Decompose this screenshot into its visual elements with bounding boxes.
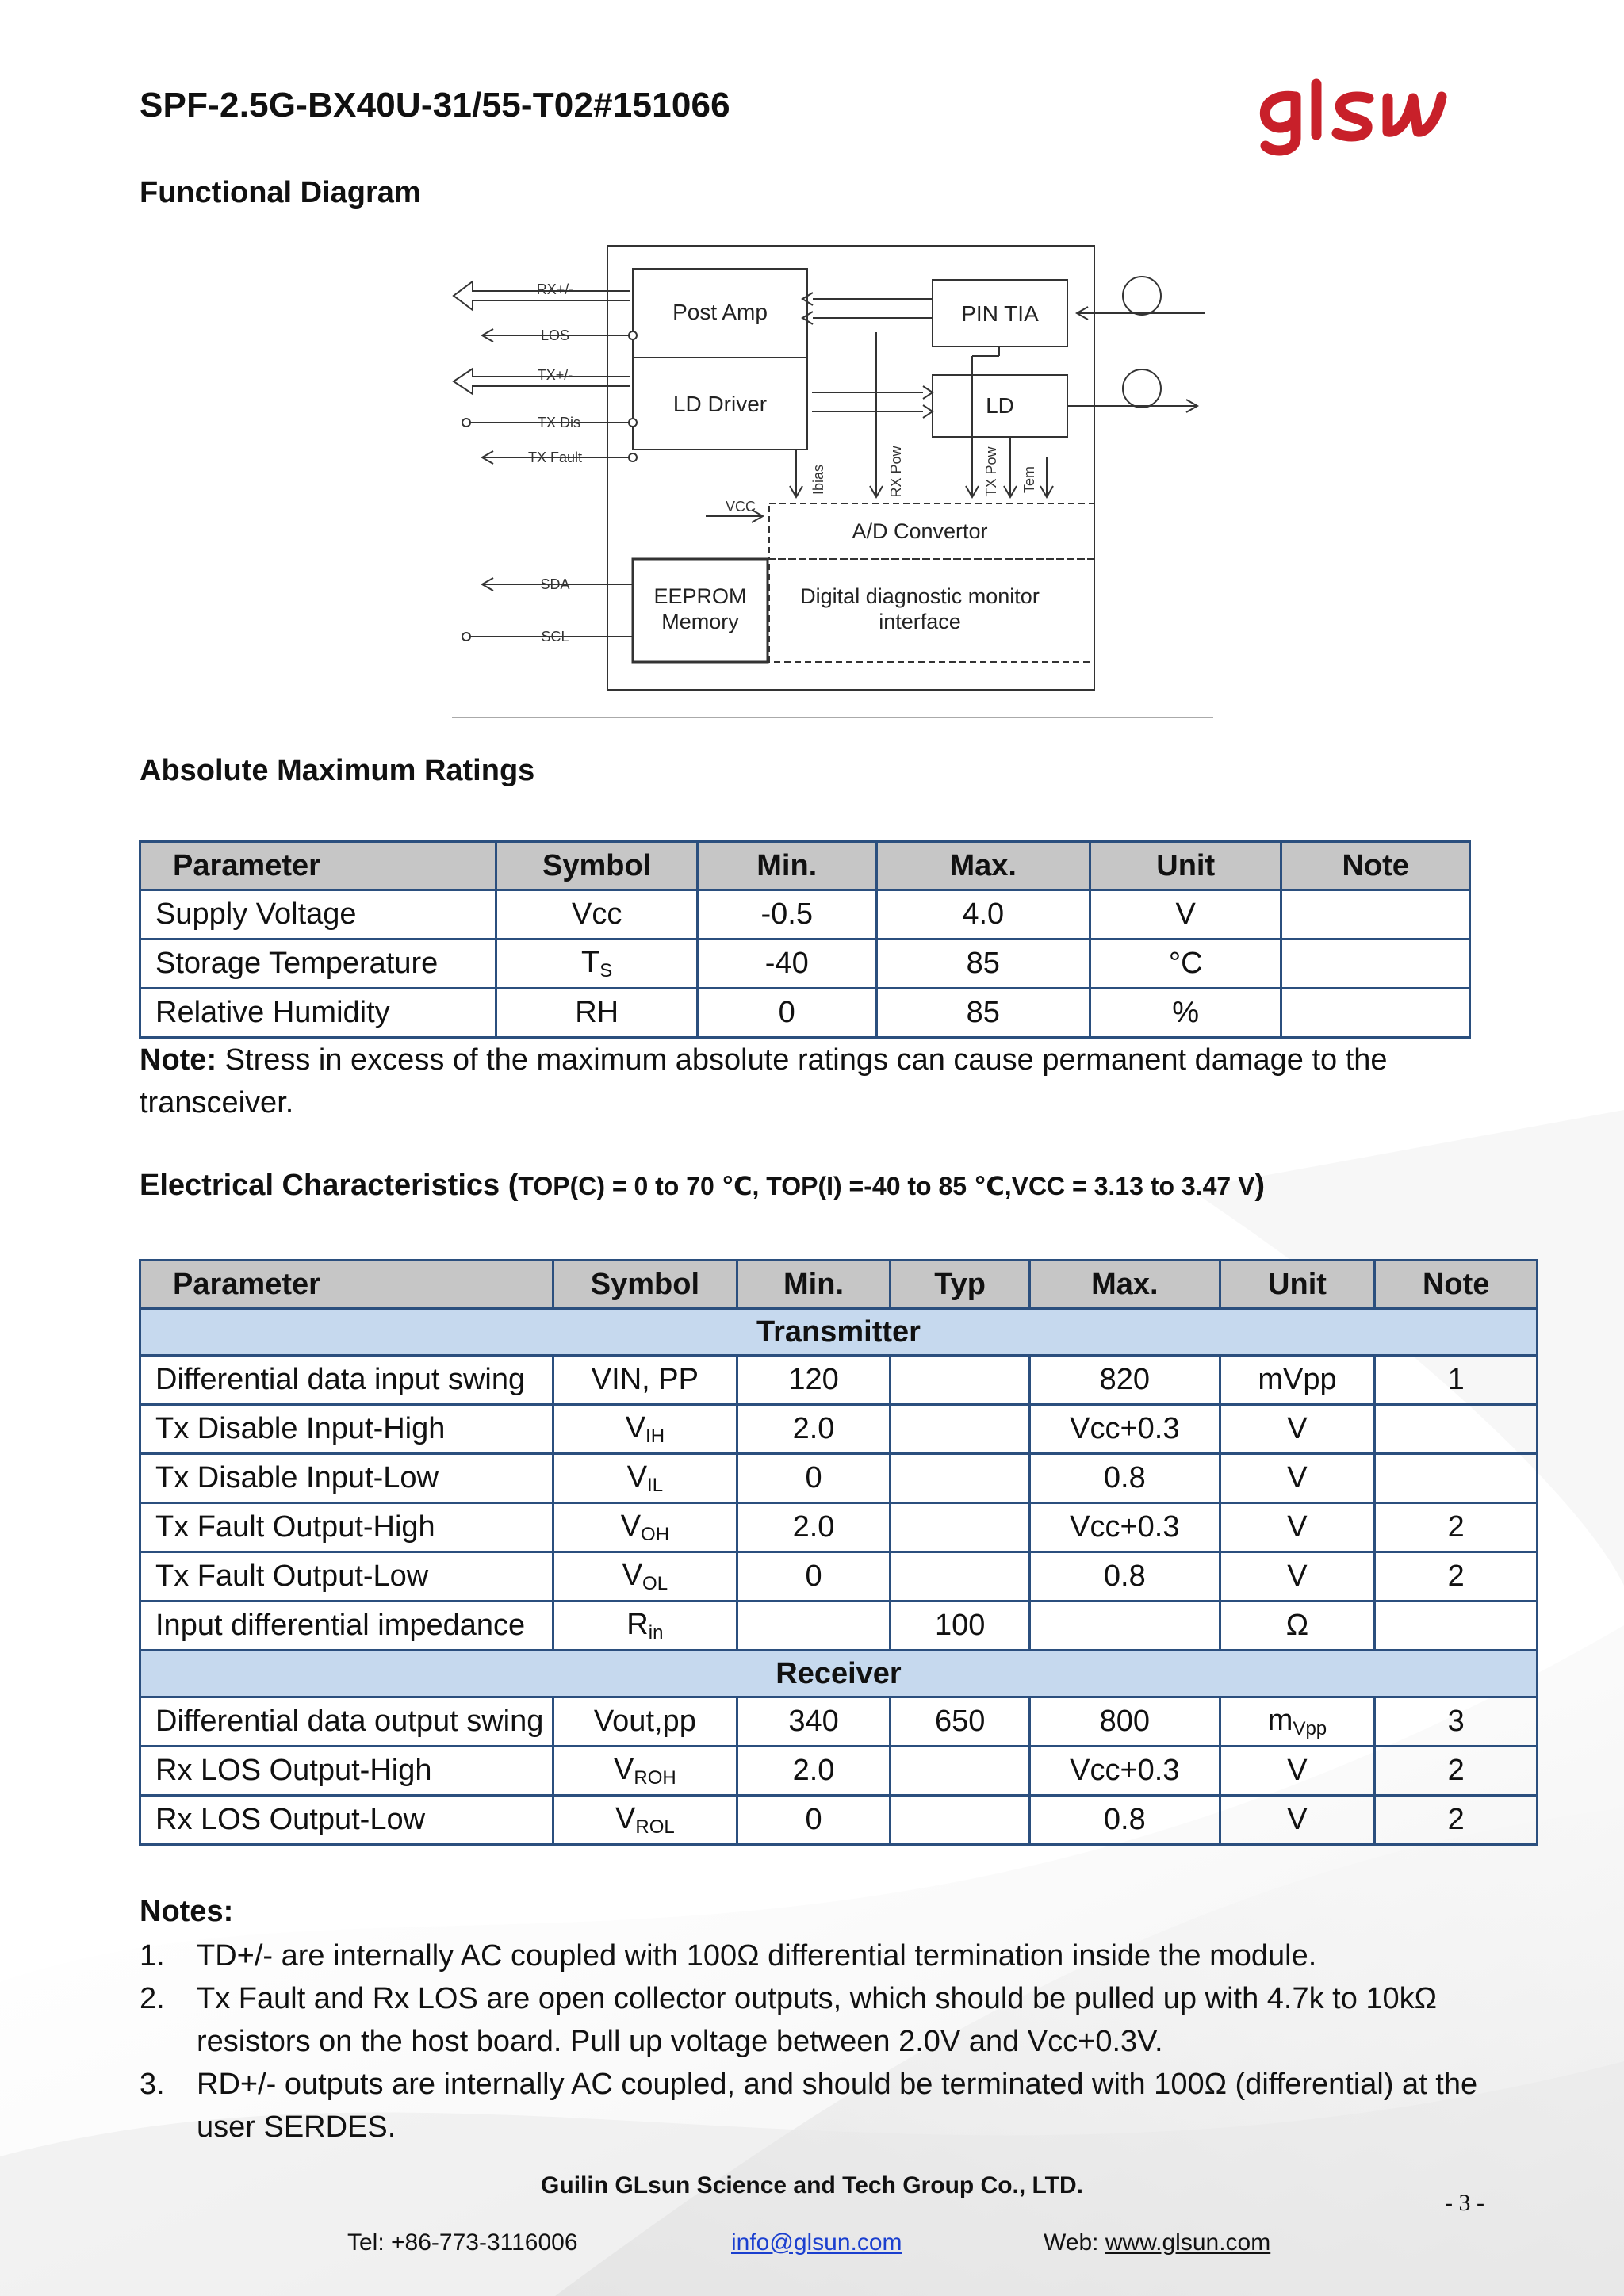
pin-tia-label: PIN TIA: [961, 301, 1039, 326]
elec-note: 2: [1375, 1503, 1538, 1552]
ddm-label-2: interface: [879, 610, 961, 633]
txpow-label: TX Pow: [983, 446, 999, 497]
elec-typ: [891, 1405, 1030, 1454]
unit-text: mVpp: [1258, 1363, 1337, 1396]
elec-param: Rx LOS Output-Low: [140, 1796, 553, 1845]
abs-max-note-label: Note:: [140, 1043, 217, 1077]
elec-typ: [891, 1356, 1030, 1405]
elec-max: [1029, 1601, 1220, 1651]
elec-note: 2: [1375, 1747, 1538, 1796]
note-number: 3.: [140, 2068, 165, 2101]
notes-title: Notes:: [140, 1895, 234, 1928]
unit-text: Ω: [1285, 1609, 1309, 1642]
elec-min: 340: [737, 1697, 891, 1747]
txfault-pin-label: TX Fault: [527, 450, 583, 465]
elec-min: 2.0: [737, 1405, 891, 1454]
abs-min: -40: [697, 939, 876, 989]
scl-pin-label: SCL: [541, 629, 569, 645]
ld-driver-label: LD Driver: [672, 392, 768, 416]
elec-param: Tx Fault Output-Low: [140, 1552, 553, 1601]
note-number: 1.: [140, 1939, 165, 1973]
elec-header-cell: Parameter: [140, 1261, 553, 1309]
abs-max-table: [139, 840, 1471, 1039]
abs-table-row: [140, 890, 1470, 939]
symbol-subscript: ROL: [635, 1816, 675, 1838]
elec-typ: [891, 1503, 1030, 1552]
elec-header-cell: Unit: [1220, 1261, 1375, 1309]
elec-table-row: [140, 1503, 1538, 1552]
symbol-text: V: [626, 1460, 648, 1494]
symbol-text: V: [620, 1509, 642, 1543]
symbol-text: Vout,pp: [593, 1705, 696, 1738]
elec-header-cell: Symbol: [553, 1261, 737, 1309]
elec-table-row: [140, 1405, 1538, 1454]
unit-subscript: Vpp: [1293, 1717, 1327, 1739]
symbol-subscript: IH: [645, 1425, 665, 1447]
rxpow-label: RX Pow: [888, 446, 904, 498]
elec-unit: [1220, 1796, 1375, 1845]
notes-list: [140, 1934, 1503, 2149]
elec-max: 800: [1029, 1697, 1220, 1747]
elec-table-row: [140, 1747, 1538, 1796]
elec-max: Vcc+0.3: [1029, 1405, 1220, 1454]
functional-diagram: [444, 234, 1221, 718]
abs-unit: %: [1090, 989, 1281, 1038]
footer-email-link[interactable]: info@glsun.com: [731, 2229, 902, 2256]
abs-param: Supply Voltage: [140, 890, 496, 939]
elec-typ: [891, 1454, 1030, 1503]
elec-symbol: [553, 1454, 737, 1503]
document-title: SPF-2.5G-BX40U-31/55-T02#151066: [140, 86, 730, 124]
symbol-text: Vcc: [571, 897, 622, 931]
elec-typ: 100: [891, 1601, 1030, 1651]
elec-typ: [891, 1552, 1030, 1601]
abs-max: 4.0: [876, 890, 1090, 939]
elec-max: Vcc+0.3: [1029, 1747, 1220, 1796]
elec-param: Tx Disable Input-Low: [140, 1454, 553, 1503]
elec-note: 1: [1375, 1356, 1538, 1405]
ibias-label: Ibias: [810, 464, 826, 496]
abs-header-cell: Parameter: [140, 842, 496, 890]
elec-symbol: [553, 1697, 737, 1747]
abs-header-cell: Note: [1281, 842, 1470, 890]
abs-symbol: [496, 939, 698, 989]
elec-unit: [1220, 1601, 1375, 1651]
ld-label: LD: [986, 393, 1014, 418]
footer-web-link[interactable]: www.glsun.com: [1105, 2229, 1271, 2256]
elec-note: [1375, 1601, 1538, 1651]
sda-pin-label: SDA: [540, 576, 570, 592]
rx-fiber-port-icon: [1123, 277, 1161, 315]
abs-header-cell: Symbol: [496, 842, 698, 890]
elec-unit: [1220, 1503, 1375, 1552]
unit-text: V: [1287, 1412, 1308, 1445]
abs-unit: V: [1090, 890, 1281, 939]
note-item: [140, 1934, 1503, 1977]
elec-min: 2.0: [737, 1747, 891, 1796]
unit-text: V: [1287, 1510, 1308, 1544]
elec-table-row: [140, 1796, 1538, 1845]
elec-param: Rx LOS Output-High: [140, 1747, 553, 1796]
symbol-subscript: in: [648, 1621, 664, 1644]
glsun-logo: [1250, 73, 1456, 160]
elec-min: 120: [737, 1356, 891, 1405]
page-number: - 3 -: [1445, 2190, 1484, 2216]
elec-unit: [1220, 1552, 1375, 1601]
elec-param: Input differential impedance: [140, 1601, 553, 1651]
transmitter-section-label: Transmitter: [140, 1309, 1538, 1356]
elec-unit: [1220, 1747, 1375, 1796]
abs-param: Storage Temperature: [140, 939, 496, 989]
elec-header-cell: Typ: [891, 1261, 1030, 1309]
tx-fiber-port-icon: [1123, 369, 1161, 408]
eeprom-label-2: Memory: [661, 610, 739, 633]
abs-max: 85: [876, 939, 1090, 989]
elec-header-cell: Note: [1375, 1261, 1538, 1309]
abs-max-heading: Absolute Maximum Ratings: [140, 754, 535, 787]
elec-unit: [1220, 1454, 1375, 1503]
ad-label: A/D Convertor: [852, 519, 988, 543]
elec-symbol: [553, 1405, 737, 1454]
vcc-label: VCC: [725, 499, 756, 515]
elec-table-row: [140, 1454, 1538, 1503]
footer-phone: Tel: +86-773-3116006: [347, 2229, 578, 2256]
receiver-section-label: Receiver: [140, 1651, 1538, 1697]
abs-header-cell: Min.: [697, 842, 876, 890]
elec-symbol: [553, 1552, 737, 1601]
elec-max: 820: [1029, 1356, 1220, 1405]
symbol-subscript: OH: [641, 1523, 670, 1545]
unit-text: V: [1287, 1803, 1308, 1836]
receiver-section: [140, 1651, 1538, 1697]
abs-symbol: [496, 890, 698, 939]
footer-web-label: Web:: [1044, 2229, 1105, 2256]
elec-table-row: [140, 1697, 1538, 1747]
symbol-text: VIN, PP: [591, 1363, 699, 1396]
elec-note: [1375, 1454, 1538, 1503]
eeprom-label-1: EEPROM: [653, 584, 747, 608]
abs-symbol: [496, 989, 698, 1038]
electrical-table: [139, 1259, 1538, 1846]
elec-note: 2: [1375, 1796, 1538, 1845]
abs-max-note: [140, 1039, 1503, 1124]
elec-min: 0: [737, 1454, 891, 1503]
elec-typ: 650: [891, 1697, 1030, 1747]
symbol-text: T: [581, 945, 600, 979]
abs-unit: °C: [1090, 939, 1281, 989]
symbol-subscript: OL: [642, 1572, 668, 1594]
tx-pin-label: TX+/-: [537, 367, 573, 383]
elec-min: [737, 1601, 891, 1651]
transmitter-section: [140, 1309, 1538, 1356]
symbol-text: V: [622, 1558, 643, 1592]
elec-symbol: [553, 1356, 737, 1405]
elec-table-row: [140, 1552, 1538, 1601]
elec-note: [1375, 1405, 1538, 1454]
symbol-text: RH: [575, 996, 619, 1029]
elec-param: Differential data input swing: [140, 1356, 553, 1405]
electrical-heading-text: Electrical Characteristics (: [140, 1169, 519, 1202]
footer-web: [1044, 2229, 1270, 2256]
elec-unit: [1220, 1356, 1375, 1405]
elec-typ: [891, 1747, 1030, 1796]
unit-text: V: [1287, 1461, 1308, 1494]
elec-unit: [1220, 1405, 1375, 1454]
elec-min: 0: [737, 1552, 891, 1601]
elec-max: 0.8: [1029, 1796, 1220, 1845]
note-item: [140, 2063, 1503, 2149]
note-text: TD+/- are internally AC coupled with 100Ω differential termination inside the module.: [197, 1939, 1317, 1973]
symbol-subscript: S: [599, 959, 613, 982]
note-item: [140, 1977, 1503, 2063]
symbol-text: V: [615, 1801, 636, 1835]
abs-note: [1281, 890, 1470, 939]
abs-header-cell: Max.: [876, 842, 1090, 890]
elec-symbol: [553, 1601, 737, 1651]
note-number: 2.: [140, 1982, 165, 2015]
elec-max: Vcc+0.3: [1029, 1503, 1220, 1552]
elec-note: 3: [1375, 1697, 1538, 1747]
note-text: RD+/- outputs are internally AC coupled, and should be terminated with 100Ω (differential) at the user SERDES.: [197, 2068, 1478, 2144]
elec-symbol: [553, 1503, 737, 1552]
symbol-text: V: [614, 1752, 634, 1786]
elec-note: 2: [1375, 1552, 1538, 1601]
elec-min: 2.0: [737, 1503, 891, 1552]
abs-max-note-text: Stress in excess of the maximum absolute ratings can cause permanent damage to the transceiver.: [140, 1043, 1388, 1119]
abs-max: 85: [876, 989, 1090, 1038]
txdis-pin-label: TX Dis: [538, 415, 580, 430]
elec-param: Tx Disable Input-High: [140, 1405, 553, 1454]
electrical-heading-close: ): [1254, 1169, 1266, 1202]
symbol-subscript: ROH: [634, 1766, 676, 1789]
abs-note: [1281, 939, 1470, 989]
electrical-heading: [140, 1169, 1265, 1203]
unit-text: m: [1267, 1703, 1293, 1737]
unit-text: V: [1287, 1559, 1308, 1593]
ddm-label-1: Digital diagnostic monitor: [800, 584, 1040, 608]
footer-company: Guilin GLsun Science and Tech Group Co., LTD.: [541, 2172, 1083, 2198]
note-text: Tx Fault and Rx LOS are open collector outputs, which should be pulled up with 4.7k to 10kΩ resistors on the host board. Pull up voltage between 2.0V and Vcc+0.3V.: [197, 1982, 1438, 2058]
elec-max: 0.8: [1029, 1454, 1220, 1503]
elec-symbol: [553, 1747, 737, 1796]
abs-min: 0: [697, 989, 876, 1038]
elec-header-cell: Max.: [1029, 1261, 1220, 1309]
unit-text: V: [1287, 1754, 1308, 1787]
elec-max: 0.8: [1029, 1552, 1220, 1601]
abs-min: -0.5: [697, 890, 876, 939]
abs-table-row: [140, 989, 1470, 1038]
abs-header-cell: Unit: [1090, 842, 1281, 890]
los-pin-label: LOS: [540, 327, 570, 343]
elec-typ: [891, 1796, 1030, 1845]
elec-param: Tx Fault Output-High: [140, 1503, 553, 1552]
post-amp-label: Post Amp: [672, 300, 768, 324]
elec-table-row: [140, 1356, 1538, 1405]
abs-table-row: [140, 939, 1470, 989]
elec-table-row: [140, 1601, 1538, 1651]
symbol-text: V: [625, 1410, 646, 1445]
elec-param: Differential data output swing: [140, 1697, 553, 1747]
electrical-conditions: TOP(C) = 0 to 70 ℃, TOP(I) =-40 to 85 ℃,VCC = 3.13 to 3.47 V: [518, 1172, 1255, 1200]
symbol-subscript: IL: [647, 1474, 664, 1496]
symbol-text: R: [626, 1607, 649, 1641]
abs-param: Relative Humidity: [140, 989, 496, 1038]
elec-header-cell: Min.: [737, 1261, 891, 1309]
functional-diagram-heading: Functional Diagram: [140, 176, 421, 209]
elec-unit: [1220, 1697, 1375, 1747]
elec-symbol: [553, 1796, 737, 1845]
elec-min: 0: [737, 1796, 891, 1845]
tem-label: Tem: [1021, 465, 1037, 494]
abs-note: [1281, 989, 1470, 1038]
rx-pin-label: RX+/-: [536, 281, 574, 297]
